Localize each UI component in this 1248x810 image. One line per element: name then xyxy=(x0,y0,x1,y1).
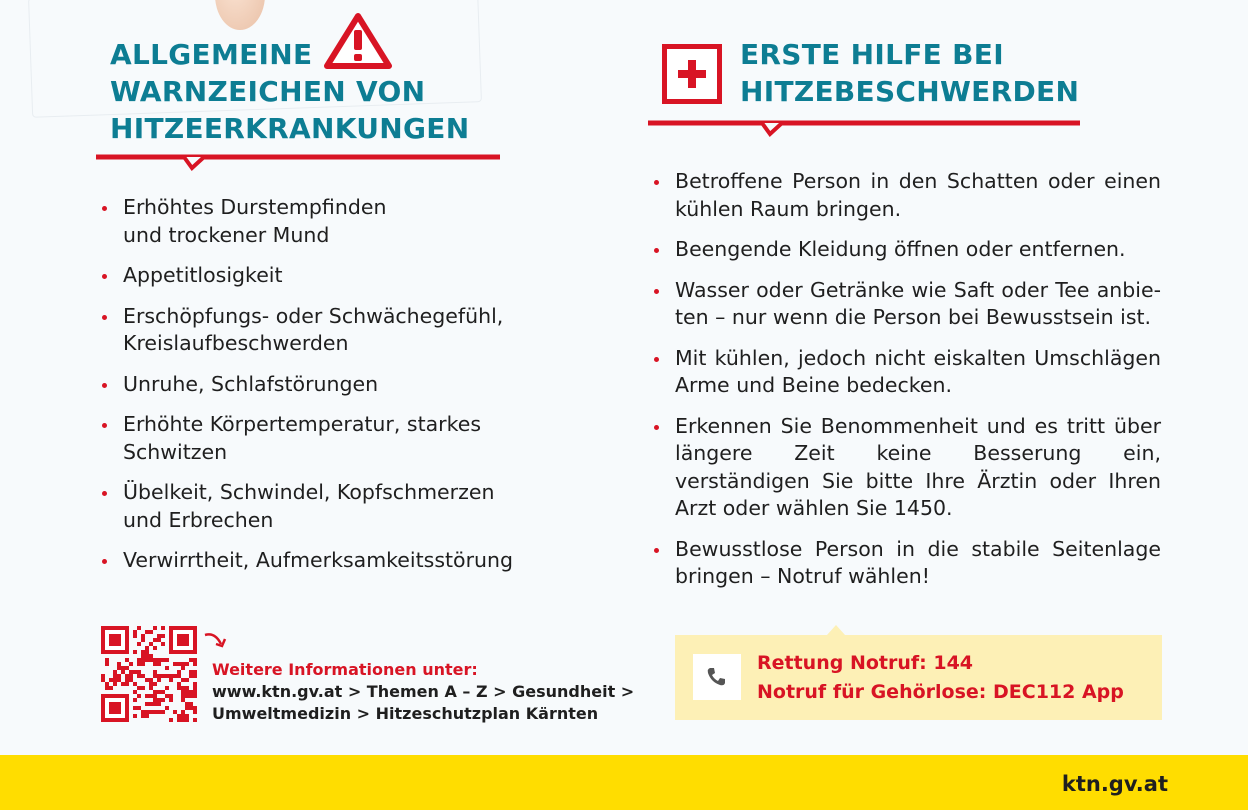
right-heading-underline xyxy=(648,120,1080,140)
curved-arrow-icon xyxy=(203,630,229,650)
warning-signs-list xyxy=(123,194,543,588)
list-item: Unruhe, Schlafstörungen xyxy=(123,371,543,399)
list-item: Bewusstlose Person in die stabile Seitenlage bringen – Notruf wählen! xyxy=(675,536,1161,591)
list-item: Erkennen Sie Benommenheit und es tritt über längere Zeit keine Besserung ein, verständigen Sie bitte Ihre Ärztin oder Ihren Arzt oder wählen Sie 1450. xyxy=(675,413,1161,523)
footer-site-link[interactable]: ktn.gv.at xyxy=(1061,772,1168,796)
list-item: Betroffene Person in den Schatten oder einen kühlen Raum bringen. xyxy=(675,168,1161,223)
list-item: Wasser oder Getränke wie Saft oder Tee anbieten – nur wenn die Person bei Bewusstsein ist. xyxy=(675,277,1161,332)
deaf-emergency-info: Notruf für Gehörlose: DEC112 App xyxy=(757,681,1124,703)
list-item: Erschöpfungs- oder Schwächegefühl, Kreislaufbeschwerden xyxy=(123,303,543,358)
info-path-link[interactable]: Umweltmedizin > Hitzeschutzplan Kärnten xyxy=(212,704,599,723)
right-section-heading xyxy=(740,36,1079,110)
left-heading-underline xyxy=(96,154,500,174)
phone-icon xyxy=(705,666,729,688)
emergency-callout xyxy=(675,635,1162,720)
info-label: Weitere Informationen unter: xyxy=(212,660,478,679)
list-item: Beengende Kleidung öffnen oder entfernen. xyxy=(675,236,1161,264)
list-item: Verwirrtheit, Aufmerksamkeitsstörung xyxy=(123,547,543,575)
emergency-number: Rettung Notruf: 144 xyxy=(757,652,974,674)
list-item: Mit kühlen, jedoch nicht eiskalten Umschlägen Arme und Beine bedecken. xyxy=(675,345,1161,400)
warning-triangle-icon xyxy=(323,12,393,70)
qr-code-icon[interactable] xyxy=(100,626,198,722)
list-item: Erhöhte Körpertemperatur, starkes Schwitzen xyxy=(123,411,543,466)
first-aid-list xyxy=(675,168,1161,604)
left-section-heading xyxy=(110,36,469,147)
left-heading-line: ALLGEMEINE xyxy=(110,38,313,71)
right-heading-line: HITZEBESCHWERDEN xyxy=(740,75,1080,108)
list-item: Appetitlosigkeit xyxy=(123,262,543,290)
list-item: Übelkeit, Schwindel, Kopfschmerzen und Erbrechen xyxy=(123,479,543,534)
left-heading-line: HITZEERKRANKUNGEN xyxy=(110,112,470,145)
phone-badge xyxy=(693,654,741,700)
left-heading-line: WARNZEICHEN VON xyxy=(110,75,426,108)
red-cross-icon xyxy=(662,44,722,104)
right-heading-line: ERSTE HILFE BEI xyxy=(740,38,1004,71)
info-path-link[interactable]: www.ktn.gv.at > Themen A – Z > Gesundheit > xyxy=(212,682,635,701)
footer-bar xyxy=(0,755,1248,810)
list-item: Erhöhtes Durstempfinden und trockener Mund xyxy=(123,194,543,249)
